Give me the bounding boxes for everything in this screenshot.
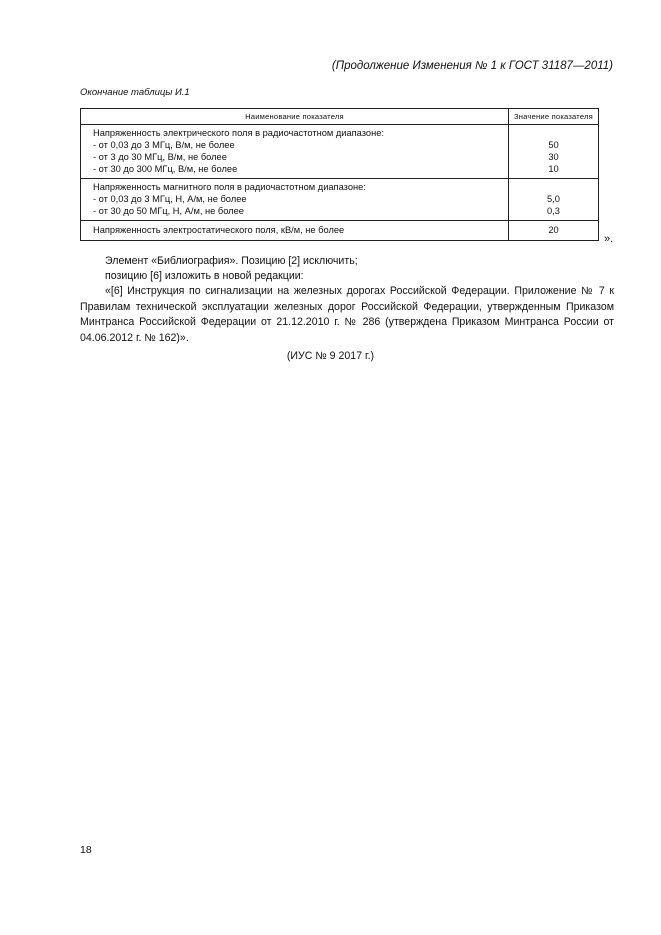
table-row-electric-field — [81, 125, 599, 179]
table-row-electrostatic-field — [81, 221, 599, 241]
table-caption: Окончание таблицы И.1 — [80, 87, 190, 98]
row-value: 10 — [548, 164, 559, 174]
new-wording-paragraph: «[6] Инструкция по сигнализации на железных дорогах Российской Федерации. Приложение № 7 к Правилам технической эксплуатации железных дорог Российской Федерации, утвержденным Приказом Минтранса Российской Федерации от 21.12.2010 г. № 286 (утверждена Приказом Минтранса России от 04.06.2012 г. № 162)». — [80, 285, 614, 344]
row-value: 0,3 — [547, 206, 560, 216]
column-header-value: Значение показателя — [509, 109, 599, 125]
row-value: 50 — [548, 140, 559, 150]
value-cell — [509, 125, 599, 179]
row-label: - от 0,03 до 3 МГц, Н, А/м, не более — [93, 194, 247, 204]
indicator-cell — [81, 179, 509, 221]
row-value: 30 — [548, 152, 559, 162]
indicator-table — [80, 108, 599, 241]
indicator-cell — [81, 221, 509, 241]
row-label: - от 30 до 50 МГц, Н, А/м, не более — [93, 206, 244, 216]
position-paragraph: позицию [6] изложить в новой редакции: — [105, 270, 304, 282]
ius-reference: (ИУС № 9 2017 г.) — [286, 350, 375, 362]
group-heading: Напряженность магнитного поля в радиочастотном диапазоне: — [93, 182, 366, 192]
row-label: Напряженность электростатического поля, кВ/м, не более — [93, 225, 345, 235]
table-header-row — [81, 109, 599, 125]
value-cell — [509, 221, 599, 241]
row-value: 20 — [548, 225, 559, 235]
column-header-indicator: Наименование показателя — [81, 109, 509, 125]
value-cell — [509, 179, 599, 221]
row-label: - от 3 до 30 МГц, В/м, не более — [93, 152, 227, 162]
row-label: - от 30 до 300 МГц, В/м, не более — [93, 164, 238, 174]
indicator-cell — [81, 125, 509, 179]
group-heading: Напряженность электрического поля в радиочастотном диапазоне: — [93, 128, 384, 138]
row-value: 5,0 — [547, 194, 560, 204]
page-number: 18 — [80, 844, 92, 856]
table-row-magnetic-field — [81, 179, 599, 221]
bibliography-paragraph: Элемент «Библиография». Позицию [2] исключить; — [105, 255, 358, 267]
table-closing-quote: ». — [604, 233, 614, 245]
running-header: (Продолжение Изменения № 1 к ГОСТ 31187—2011) — [331, 60, 613, 72]
row-label: - от 0,03 до 3 МГц, В/м, не более — [93, 140, 235, 150]
